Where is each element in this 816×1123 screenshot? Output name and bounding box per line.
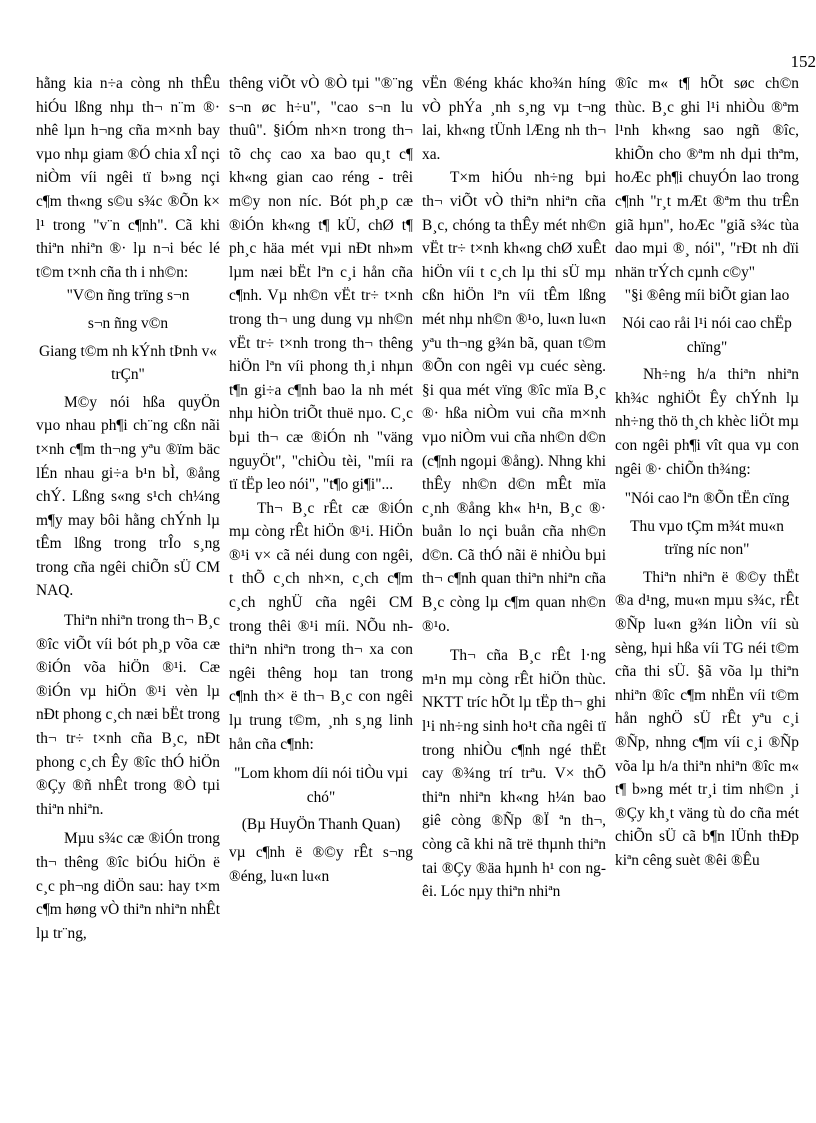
paragraph: Thiªn nhiªn trong th¬ B¸c ®îc viÕt víi bót ph¸p võa cæ ®iÓn võa hiÖn ®¹i. Cæ ®iÓn vµ hiÖn ®¹i vèn lµ nÐt phong c¸ch næi bËt trong th¬ tr÷ t×nh cña B¸c, nÐt phong c¸ch Êy ®îc thÓ hiÖn ®Çy ®ñ nhÊt trong ®Ò tµi thiªn nhiªn. [36,612,220,818]
paragraph: vËn ®éng khác kho¾n híng vÒ phÝa ¸nh s¸ng vµ t¬ng lai, kh«ng tÜnh lÆng nh th¬ xa. [422,75,606,163]
paragraph: M©y nói hßa quyÖn vµo nhau ph¶i ch¨ng cßn nãi t×nh c¶m th¬ng yªu ®ïm bäc lÉn nhau gi÷a b¹n bÌ, ®ång chÝ. Lßng s«ng s¹ch ch¼ng m¶y may bôi hằng chÝnh lµ tÊm lßng trong trÎo s¸ng trong cña ngêi chiÕn sÜ CM NAQ. [36,393,220,600]
paragraph: Thiªn nhiªn ë ®©y thËt ®a d¹ng, mu«n mµu s¾c, rÊt ®Ñp lu«n g¾n liÒn víi sù sèng, hµi hßa víi TG néi t©m cña thi sÜ. §ã võa lµ thiªn nhiªn ®îc c¶m nhËn víi t©m hån nghÖ sÜ rÊt yªu c¸i ®Ñp, nhng c¶m víi c¸i ®Ñp võa lµ h/a thiªn nhiªn ®îc m« t¶ b»ng mét tr¸i tim nh©n ¸i ®Çy kh¸t väng tù do cña mét chiÕn sÜ cã b¶n lÜnh thÐp kiªn cêng suèt ®êi ®Êu [615,568,799,869]
paragraph: hằng kia n÷a còng nh thÊu hiÓu lßng nhµ th¬ n¨m ®· nhê lµn h¬ng cña m×nh bay vµo nhµ giam ®Ó chia xÎ nçi niÒm víi ngêi tï b»ng nçi c¶m th«ng s©u s¾c ®Õn k× l¹ trong "v¨n c¶nh". Cã khi thiªn nhiªn ®· lµ n¬i béc lé t©m t×nh cña th i nh©n: [36,75,220,281]
verse-line: "§i ®êng míi biÕt gian lao [624,287,790,305]
paragraph: vµ c¶nh ë ®©y rÊt s¬ng ®éng, lu«n lu«n [229,844,413,885]
verse-line: Thu vµo tÇm m¾t mu«n trïng níc non" [630,517,784,559]
column-2 [229,72,422,1117]
column-1 [36,72,229,1117]
verse-line: Nói cao råi l¹i nói cao chËp chïng" [622,314,792,356]
verse-line: (Bµ HuyÖn Thanh Quan) [241,816,401,834]
column-4 [615,72,808,1117]
verse-line: "Nói cao lªn ®Õn tËn cïng [624,490,790,508]
page-number: 152 [790,52,816,71]
paragraph: Th¬ B¸c rÊt cæ ®iÓn mµ còng rÊt hiÖn ®¹i. HiÖn ®¹i v× cã néi dung con ngêi, t thÕ c¸ch nh×n, c¸ch c¶m c¸ch nghÜ cña ngêi CM trong thêi ®¹i míi. NÕu nh thiªn nhiªn trong th¬ xa con ngêi thêng hoµ tan trong c¶nh th× ë th¬ B¸c con ngêi lµ trung t©m, ¸nh s¸ng linh hån cña c¶nh: [229,499,413,753]
paragraph: thêng viÕt vÒ ®Ò tµi "®¨ng s¬n øc h÷u", "cao s¬n lu thuû". §iÓm nh×n trong th¬ tõ chç cao xa bao qu¸t c¶ kh«ng gian cao réng - trêi m©y non níc. Bót ph¸p cæ ®iÓn kh«ng t¶ kÜ, chØ t¶ ph¸c häa mét vµi nÐt nh»m lµm næi bËt lªn c¸i hån cña c¶nh. Vµ nh©n vËt tr÷ t×nh trong th¬ ung dung vµ nh©n vËt tr÷ t×nh trong th¬ thêng hiÖn lªn víi phong th¸i nhµn t¶n gi÷a c¶nh bao la nh mét nhµ hiÒn triÕt thuë nµo. C¸c bµi th¬ cæ ®iÓn nh "väng nguyÖt", "chiÒu tèi, "míi ra tï tËp leo nói", "t¶o gi¶i"... [229,75,413,494]
text-columns [36,72,808,1117]
verse-line: Giang t©m nh kÝnh tÞnh v« trÇn" [39,342,217,384]
paragraph: Mµu s¾c cæ ®iÓn trong th¬ thêng ®îc biÓu hiÖn ë c¸c ph¬ng diÖn sau: hay t×m c¶m høng vÒ thiªn nhiªn nhÊt lµ tr¨ng, [36,830,220,942]
paragraph: T×m hiÓu nh÷ng bµi th¬ viÕt vÒ thiªn nhiªn cña B¸c, chóng ta thÊy mét nh©n vËt tr÷ t×nh kh«ng chØ xuÊt hiÖn víi t c¸ch lµ thi sÜ mµ cßn hiÖn lªn víi tÊm lßng mét nhµ nh©n ®¹o, lu«n lu«n yªu th¬ng g¾n bã, quan t©m ®Õn con ngêi vµ cuéc sèng. §i qua mét vïng ®îc mïa B¸c ®· hßa niÒm vui cña m×nh vµo niÒm vui cña nh©n d©n (c¶nh ngoµi ®ång). Nhng khi thÊy nh©n d©n mÊt mïa c¸nh ®ång kh« h¹n, B¸c ®· buån lo nçi buån cña nh©n d©n. Cã thÓ nãi ë nhiÒu bµi th¬ c¶nh quan thiªn nhiªn cña B¸c còng lµ c¶m quan nh©n ®¹o. [422,169,606,635]
paragraph: ®îc m« t¶ hÕt søc ch©n thùc. B¸c ghi l¹i nhiÒu ®ªm l¹nh kh«ng sao ngñ ®îc, khiÕn cho ®ªm nh dµi thªm, hoÆc ph¶i chuyÓn lao trong c¶nh "r¸t mÆt ®ªm thu trÊn giã hµn", hoÆc "giã s¾c tùa dao mµi ®¸ nói", "rÐt nh dïi nhän trÝch cµnh c©y" [615,75,799,281]
verse-line: "V©n ñng trïng s¬n [66,287,190,305]
verse-line: s¬n ñng v©n [87,314,169,332]
column-3 [422,72,615,1117]
paragraph: Nh÷ng h/a thiªn nhiªn kh¾c nghiÖt Êy chÝnh lµ nh÷ng thö th¸ch khèc liÖt mµ con ngêi ph¶i vît qua vµ con ngêi ®· chiÕn th¾ng: [615,366,799,478]
paragraph: Th¬ cña B¸c rÊt l·ng m¹n mµ còng rÊt hiÖn thùc. NKTT tríc hÕt lµ tËp th¬ ghi l¹i nh÷ng sinh ho¹t cña ngêi tï trong nhiÒu c¶nh ngé thËt cay ®¾ng trí trªu. V× thÕ thiªn nhiªn kh«ng h¼n bao giê còng ®Ñp ®Ï ªn th¬, còng cã khi nã trë thµnh thiªn tai ®Çy ®äa hµnh h¹ con ngêi. Lóc nµy thiªn nhiªn [422,647,606,901]
verse-line: "Lom khom díi nói tiÒu vµi chó" [234,765,408,806]
